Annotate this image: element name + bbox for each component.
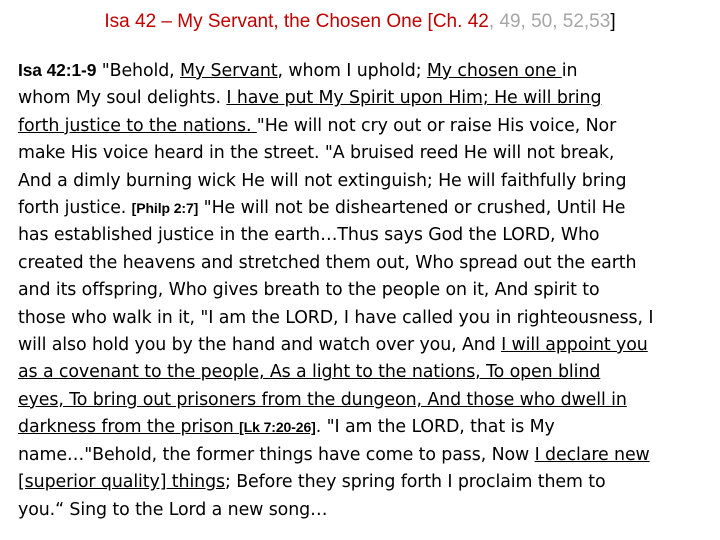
passage-line: those who walk in it, "I am the LORD, I have called you in righteousness, I bbox=[18, 307, 654, 328]
title-part: , bbox=[488, 11, 500, 32]
passage-line: has established justice in the earth…Thus says God the LORD, Who bbox=[18, 225, 600, 246]
underlined-text: I declare new bbox=[534, 444, 650, 465]
title-part: Isa bbox=[104, 11, 135, 32]
underlined-text: I have put My Spirit upon Him; He will bring bbox=[226, 88, 602, 109]
underlined-text: I will appoint you bbox=[501, 335, 648, 356]
underlined-text: [superior quality] things bbox=[18, 472, 226, 493]
text-run: in bbox=[561, 61, 578, 81]
text-run: . "I am the LORD, that is My bbox=[315, 417, 555, 438]
passage-line bbox=[18, 442, 708, 469]
passage-line: eyes, To bring out prisoners from the dungeon, And those who dwell in bbox=[18, 389, 627, 410]
passage-line: make His voice heard in the street. "A bruised reed He will not break, bbox=[18, 143, 615, 164]
title-part: 42 bbox=[135, 11, 157, 32]
passage-line: you.“ Sing to the Lord a new song… bbox=[18, 499, 328, 520]
text-run: ; Before they spring forth I proclaim them to bbox=[225, 472, 606, 493]
underlined-text: My Servant bbox=[180, 61, 278, 81]
cross-reference: [Philp 2:7] bbox=[131, 200, 199, 217]
passage-line: And a dimly burning wick He will not extinguish; He will faithfully bring bbox=[18, 170, 627, 191]
passage-line bbox=[18, 85, 708, 112]
text-run: forth justice. bbox=[18, 198, 132, 219]
text-run: "Behold, bbox=[96, 61, 181, 81]
passage-line bbox=[18, 57, 708, 85]
passage-line bbox=[18, 414, 708, 441]
underlined-text: darkness from the prison bbox=[18, 417, 240, 438]
title-part: 42 bbox=[467, 11, 489, 32]
text-run: whom My soul delights. bbox=[18, 88, 227, 109]
passage-line: and its offspring, Who gives breath to the people on it, And spirit to bbox=[18, 280, 600, 301]
text-run: , whom I uphold; bbox=[277, 61, 427, 81]
scripture-reference: Isa 42:1-9 bbox=[18, 60, 97, 80]
passage-line bbox=[18, 332, 708, 359]
scripture-passage bbox=[18, 57, 708, 524]
passage-line bbox=[18, 469, 708, 496]
cross-reference: [Lk 7:20-26] bbox=[239, 419, 316, 436]
text-run: will also hold you by the hand and watch over you, And bbox=[18, 335, 502, 356]
text-run: name…"Behold, the former things have come to pass, Now bbox=[18, 444, 535, 465]
passage-line bbox=[18, 195, 708, 222]
passage-line bbox=[18, 113, 708, 140]
passage-line: created the heavens and stretched them out, Who spread out the earth bbox=[18, 252, 637, 273]
underlined-text: forth justice to the nations. bbox=[18, 115, 257, 136]
passage-line: as a covenant to the people, As a light to the nations, To open blind bbox=[18, 362, 601, 383]
title-part: – My Servant, the Chosen One [Ch. bbox=[156, 11, 468, 32]
title-part: ] bbox=[610, 11, 616, 32]
underlined-text: My chosen one bbox=[426, 61, 562, 81]
text-run: "He will not be disheartened or crushed, Until He bbox=[198, 198, 626, 219]
text-run: "He will not cry out or raise His voice, Nor bbox=[256, 115, 617, 136]
slide-title bbox=[0, 8, 720, 36]
title-part: 49, 50, 52,53 bbox=[499, 11, 611, 32]
